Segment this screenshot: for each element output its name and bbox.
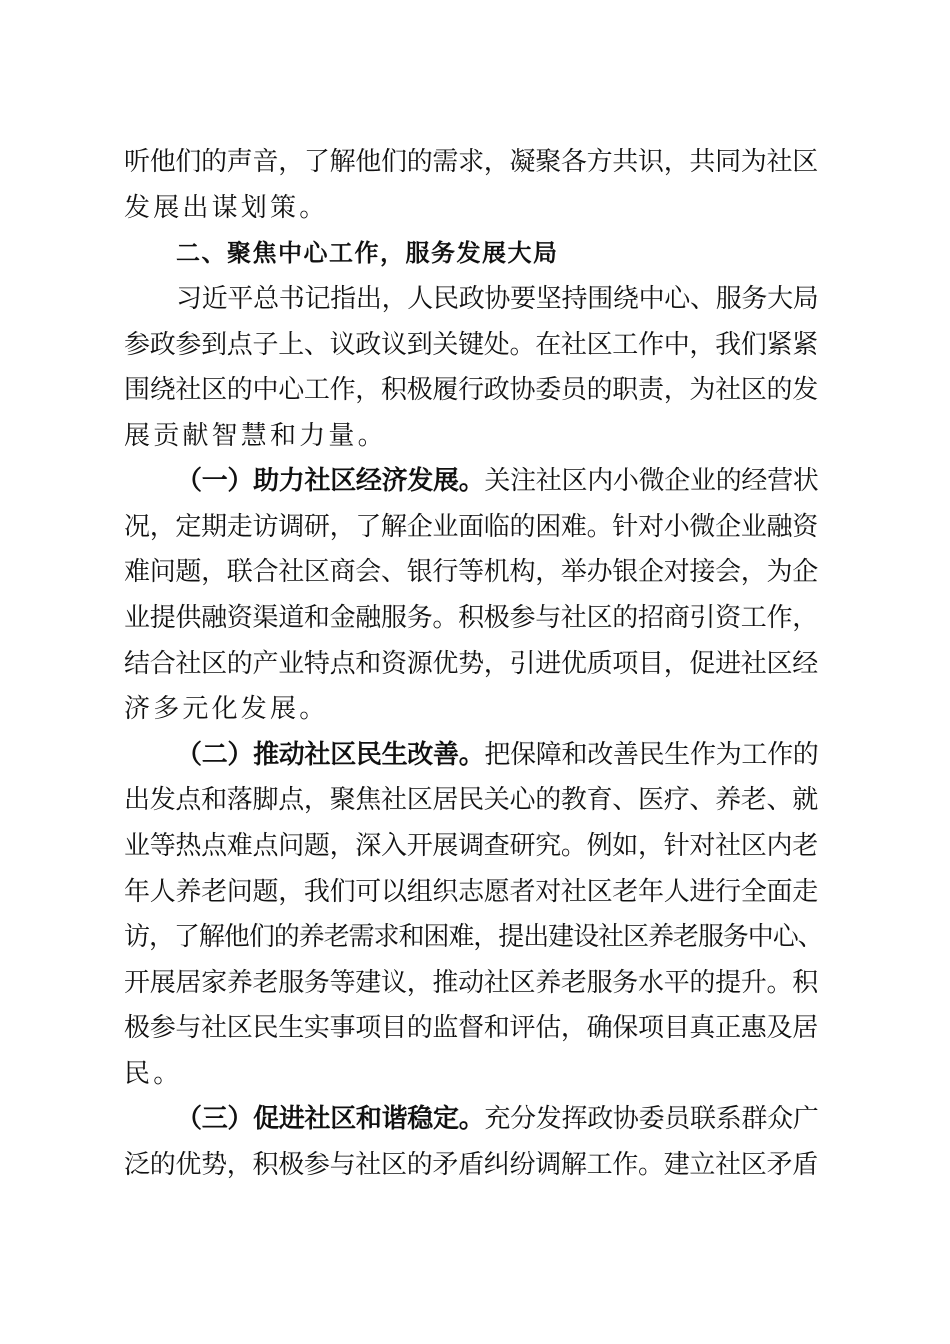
section-intro-line-2: 参政参到点子上、议政议到关键处。在社区工作中，我们紧紧 [124, 330, 818, 360]
item-2-line-1 [176, 731, 824, 779]
item-1-line-1 [176, 457, 824, 505]
item-2-line-4: 年人养老问题，我们可以组织志愿者对社区老年人进行全面走 [124, 877, 818, 907]
section-heading: 二、聚焦中心工作，服务发展大局 [176, 239, 559, 267]
item-2-line-3: 业等热点难点问题，深入开展调查研究。例如，针对社区内老 [124, 831, 818, 861]
item-2-line-7: 极参与社区民生实事项目的监督和评估，确保项目真正惠及居 [124, 1013, 818, 1043]
item-3-line-2: 泛的优势，积极参与社区的矛盾纠纷调解工作。建立社区矛盾 [124, 1150, 818, 1180]
item-1-line-6: 济多元化发展。 [124, 694, 329, 724]
item-2-line-2: 出发点和落脚点，聚焦社区居民关心的教育、医疗、养老、就 [124, 785, 818, 815]
section-intro-line-1: 习近平总书记指出，人民政协要坚持围绕中心、服务大局 [176, 284, 819, 314]
item-1-line-3: 难问题，联合社区商会、银行等机构，举办银企对接会，为企 [124, 557, 818, 587]
item-1-line-5: 结合社区的产业特点和资源优势，引进优质项目，促进社区经 [124, 649, 818, 679]
item-1-lead: （一）助力社区经济发展。 [176, 466, 485, 496]
item-1-line-2: 况，定期走访调研，了解企业面临的困难。针对小微企业融资 [124, 512, 818, 542]
item-2-lead: （二）推动社区民生改善。 [176, 740, 485, 770]
item-3-first-line-rest: 充分发挥政协委员联系群众广 [484, 1104, 819, 1134]
item-2-line-8: 民。 [124, 1059, 183, 1089]
item-2-line-5: 访，了解他们的养老需求和困难，提出建设社区养老服务中心、 [124, 922, 823, 952]
item-1-line-4: 业提供融资渠道和金融服务。积极参与社区的招商引资工作， [124, 603, 818, 633]
section-intro-line-4: 展贡献智慧和力量。 [124, 421, 387, 451]
item-2-first-line-rest: 把保障和改善民生作为工作的 [484, 740, 819, 770]
intro-line-2: 发展出谋划策。 [124, 193, 329, 223]
item-2-line-6: 开展居家养老服务等建议，推动社区养老服务水平的提升。积 [124, 968, 818, 998]
item-3-lead: （三）促进社区和谐稳定。 [176, 1104, 485, 1134]
item-1-first-line-rest: 关注社区内小微企业的经营状 [484, 466, 819, 496]
item-3-line-1 [176, 1095, 824, 1143]
section-intro-line-3: 围绕社区的中心工作，积极履行政协委员的职责，为社区的发 [124, 375, 818, 405]
intro-line-1: 听他们的声音，了解他们的需求，凝聚各方共识，共同为社区 [124, 147, 818, 177]
